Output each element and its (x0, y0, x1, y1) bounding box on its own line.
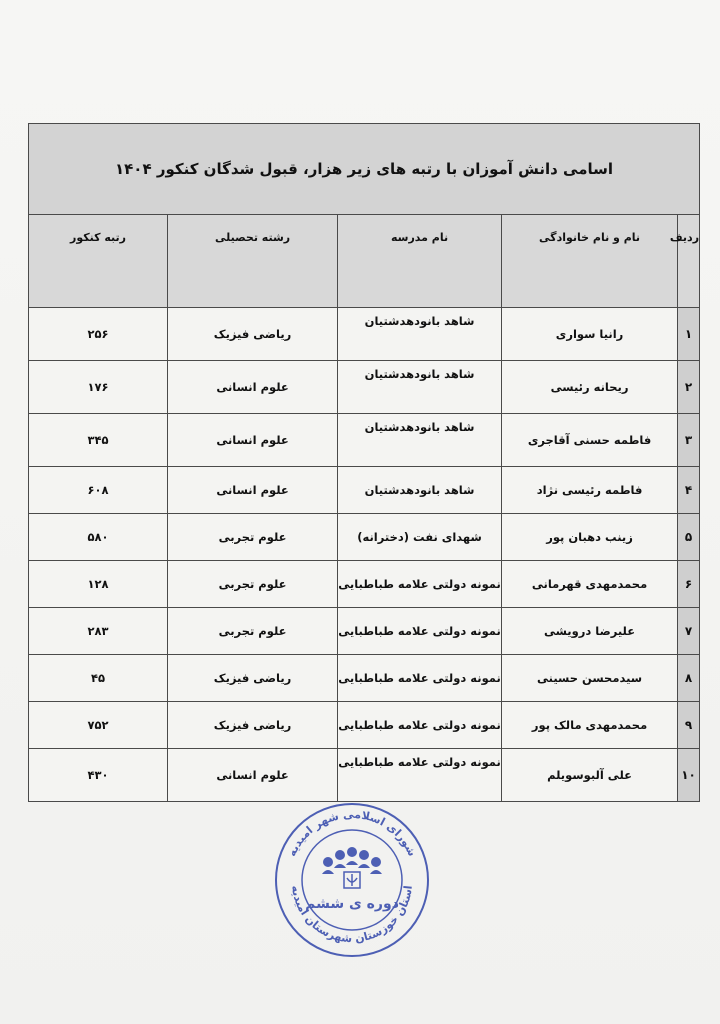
row-field: علوم انسانی (168, 361, 338, 414)
students-table (28, 123, 700, 802)
stamp-people-icon (322, 847, 382, 874)
row-field: علوم تجربی (168, 608, 338, 655)
row-rank: ۶۰۸ (29, 467, 168, 514)
row-school: شاهد بانودهدشتیان (338, 308, 502, 361)
row-field: ریاضی فیزیک (168, 655, 338, 702)
row-name: فاطمه رئیسی نژاد (502, 467, 678, 514)
row-index: ۱۰ (678, 749, 700, 802)
emblem-icon (344, 872, 360, 888)
table-title: اسامی دانش آموزان با رتبه های زیر هزار، قبول شدگان کنکور ۱۴۰۴ (29, 124, 700, 215)
row-field: علوم انسانی (168, 467, 338, 514)
table-row (29, 514, 700, 561)
row-index: ۱ (678, 308, 700, 361)
row-school: نمونه دولتی علامه طباطبایی (338, 561, 502, 608)
row-field: علوم تجربی (168, 514, 338, 561)
row-name: ریحانه رئیسی (502, 361, 678, 414)
header-rank: رتبه کنکور (29, 215, 168, 308)
header-name: نام و نام خانوادگی (502, 215, 678, 308)
table-row (29, 702, 700, 749)
header-field: رشته تحصیلی (168, 215, 338, 308)
row-index: ۴ (678, 467, 700, 514)
row-index: ۵ (678, 514, 700, 561)
row-index: ۶ (678, 561, 700, 608)
row-rank: ۵۸۰ (29, 514, 168, 561)
table-row (29, 749, 700, 802)
row-index: ۹ (678, 702, 700, 749)
row-rank: ۱۲۸ (29, 561, 168, 608)
row-name: علی آلبوسویلم (502, 749, 678, 802)
table-row (29, 467, 700, 514)
row-school: شاهد بانودهدشتیان (338, 414, 502, 467)
table-row (29, 655, 700, 702)
row-field: علوم انسانی (168, 749, 338, 802)
row-name: رانیا سواری (502, 308, 678, 361)
row-index: ۲ (678, 361, 700, 414)
row-index: ۳ (678, 414, 700, 467)
row-rank: ۴۵ (29, 655, 168, 702)
row-index: ۸ (678, 655, 700, 702)
row-index: ۷ (678, 608, 700, 655)
row-rank: ۳۴۵ (29, 414, 168, 467)
row-school: نمونه دولتی علامه طباطبایی (338, 655, 502, 702)
stamp-ring-top-text: شورای اسلامی شهر امیدیه (285, 807, 419, 859)
table-row (29, 414, 700, 467)
row-name: محمدمهدی مالک پور (502, 702, 678, 749)
row-rank: ۲۸۳ (29, 608, 168, 655)
stamp-center-text: دوره ی ششم (305, 896, 399, 912)
row-name: سیدمحسن حسینی (502, 655, 678, 702)
table-row (29, 608, 700, 655)
table-row (29, 308, 700, 361)
row-name: محمدمهدی قهرمانی (502, 561, 678, 608)
table-row (29, 561, 700, 608)
header-school: نام مدرسه (338, 215, 502, 308)
row-name: فاطمه حسنی آقاجری (502, 414, 678, 467)
row-school: نمونه دولتی علامه طباطبایی (338, 702, 502, 749)
row-school: شاهد بانودهدشتیان (338, 361, 502, 414)
row-school: نمونه دولتی علامه طباطبایی (338, 749, 502, 802)
row-field: علوم تجربی (168, 561, 338, 608)
row-rank: ۴۳۰ (29, 749, 168, 802)
row-school: نمونه دولتی علامه طباطبایی (338, 608, 502, 655)
header-index: ردیف (678, 215, 700, 308)
table-header-row (29, 215, 700, 308)
table-row (29, 361, 700, 414)
row-field: ریاضی فیزیک (168, 702, 338, 749)
row-rank: ۱۷۶ (29, 361, 168, 414)
row-field: علوم انسانی (168, 414, 338, 467)
row-rank: ۲۵۶ (29, 308, 168, 361)
stamp-ring-bottom-text: استان خوزستان شهرستان امیدیه (289, 884, 415, 946)
row-field: ریاضی فیزیک (168, 308, 338, 361)
row-name: علیرضا درویشی (502, 608, 678, 655)
stamp-graphic (272, 800, 432, 960)
row-school: شاهد بانودهدشتیان (338, 467, 502, 514)
row-name: زینب دهبان پور (502, 514, 678, 561)
official-stamp (272, 800, 432, 960)
row-rank: ۷۵۲ (29, 702, 168, 749)
row-school: شهدای نفت (دخترانه) (338, 514, 502, 561)
